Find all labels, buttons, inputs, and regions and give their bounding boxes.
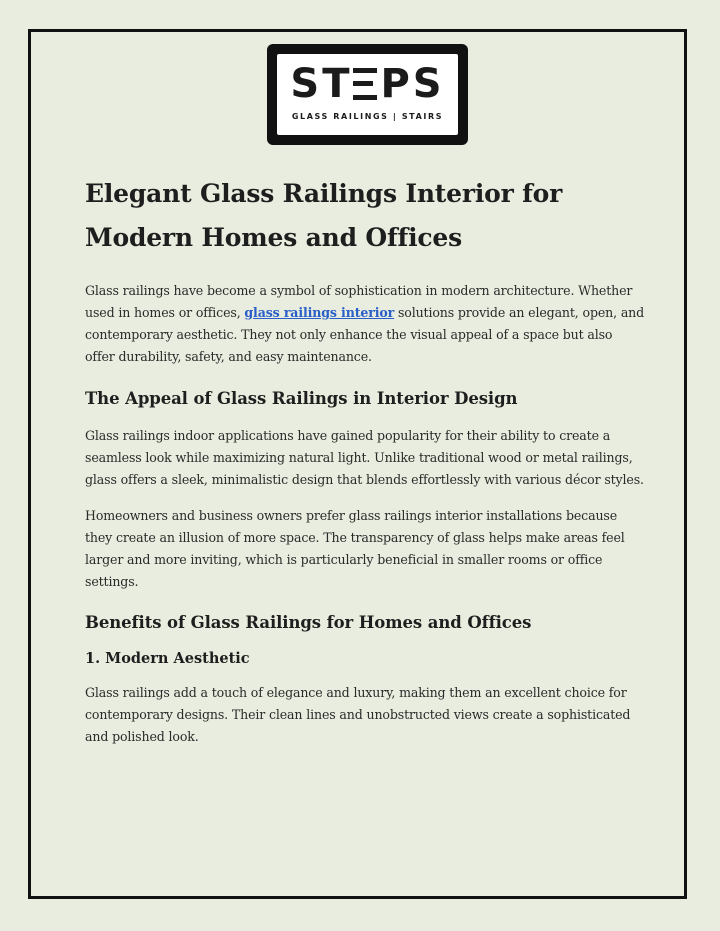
logo-e-glyph-icon	[353, 68, 377, 100]
intro-text-end: solutions provide an elegant, open, and contemporary aesthetic. They not only enhance the visual appeal of a space but also offer durability, safety, and easy maintenance.	[85, 305, 645, 364]
title-line-2: Modern Homes and Offices	[85, 223, 462, 252]
title-line-1: Elegant Glass Railings Interior for	[85, 179, 563, 208]
steps-logo	[267, 44, 468, 145]
modern-aesthetic-paragraph: Glass railings add a touch of elegance and luxury, making them an excellent choice for contemporary designs. Their clean lines and unobstructed views create a sophisticated and polished look.	[85, 685, 631, 744]
logo-panel	[277, 54, 458, 135]
intro-paragraph	[85, 280, 645, 368]
appeal-paragraph-2: Homeowners and business owners prefer glass railings interior installations because they create an illusion of more space. The transparency of glass helps make areas feel larger and more inviting, which is particularly beneficial in smaller rooms or office settings.	[85, 508, 625, 589]
intro-text-start: Glass railings have become a symbol of sophistication in modern architecture. Whether used in homes or offices,	[85, 283, 633, 320]
glass-railings-interior-link[interactable]: glass railings interior	[244, 305, 395, 320]
section-heading-appeal: The Appeal of Glass Railings in Interior Design	[85, 389, 518, 408]
logo-word-left: ST	[290, 61, 353, 107]
article-title	[85, 172, 645, 260]
logo-wordmark	[277, 60, 458, 108]
article-body	[85, 172, 645, 748]
logo-word-right: PS	[380, 61, 445, 107]
appeal-paragraph-1: Glass railings indoor applications have gained popularity for their ability to create a seamless look while maximizing natural light. Unlike traditional wood or metal railings, glass offers a sleek, minimalistic design that blends effortlessly with various décor styles.	[85, 428, 644, 487]
logo-tagline: GLASS RAILINGS | STAIRS	[291, 112, 444, 121]
subheading-modern-aesthetic: 1. Modern Aesthetic	[85, 650, 250, 667]
section-heading-benefits: Benefits of Glass Railings for Homes and Offices	[85, 613, 532, 632]
